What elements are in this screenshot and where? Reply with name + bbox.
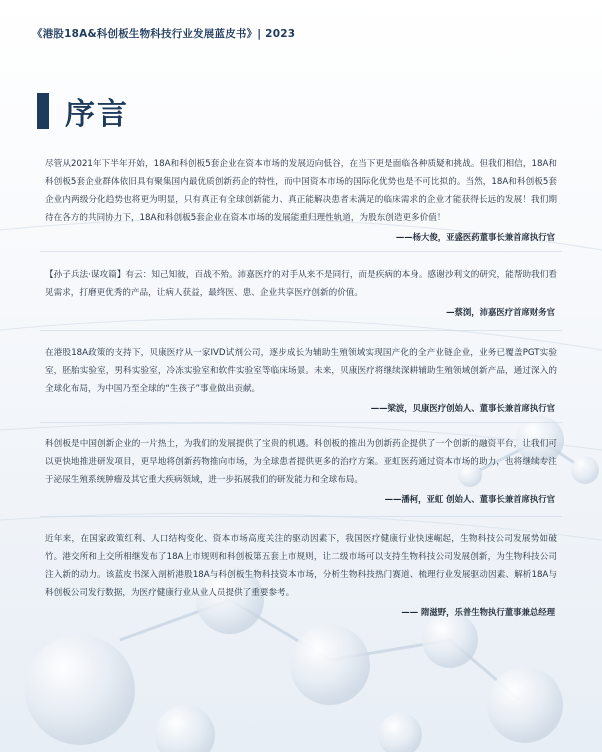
- preface-paragraph: 尽管从2021年下半年开始，18A和科创板5套企业在资本市场的发展迈向低谷，在当下更是面临各种质疑和挑战。但我们相信，18A和科创板5套企业群体依旧具有聚集国内最优质创新药企的特性，而中国资本市场的国际化优势也是不可比拟的。当然，18A和科创板5套企业内两级分化趋势也将更为明显，只有真正有全球创新能力、真正能解决患者未满足的临床需求的企业才能获得长远的发展！我们期待在各方的共同协力下，18A和科创板5套企业在资本市场的发展能重归理性轨道，为股东创造更多价值！: [45, 159, 557, 223]
- section-divider: [40, 516, 562, 517]
- preface-paragraph: 【孙子兵法·谋攻篇】有云：知己知彼，百战不殆。沛嘉医疗的对手从来不是同行，而是疾病的本身。感谢沙利文的研究，能帮助我们看见需求，打磨更优秀的产品，让病人获益，最终医、患、企业共享医疗创新的价值。: [45, 270, 557, 298]
- preface-section-5: [45, 530, 557, 620]
- preface-section-2: [45, 266, 557, 320]
- preface-signature: —— 隋滋野，乐普生物执行董事兼总经理: [401, 607, 555, 617]
- preface-signature: ——杨大俊，亚盛医药董事长兼首席执行官: [395, 232, 555, 242]
- preface-paragraph: 科创板是中国创新企业的一片热土，为我们的发展提供了宝贵的机遇。科创板的推出为创新药企提供了一个创新的融资平台，让我们可以更快地推进研发项目，更早地将创新药物推向市场，为全球患者提供更多的治疗方案。亚虹医药通过资本市场的助力，也将继续专注于泌尿生殖系统肿瘤及其它重大疾病领域，进一步拓展我们的研发能力和全球布局。: [45, 439, 557, 485]
- preface-section-4: [45, 435, 557, 507]
- section-divider: [40, 251, 562, 252]
- page-title: 序言: [65, 97, 129, 132]
- section-divider: [40, 330, 562, 331]
- title-block: [37, 92, 129, 130]
- preface-signature: ——梁波，贝康医疗创始人、董事长兼首席执行官: [370, 403, 555, 413]
- preface-section-3: [45, 344, 557, 416]
- preface-section-1: [45, 155, 557, 245]
- section-divider: [40, 422, 562, 423]
- preface-paragraph: 近年来，在国家政策红利、人口结构变化、资本市场高度关注的驱动因素下，我国医疗健康行业快速崛起，生物科技公司发展势如破竹。港交所和上交所相继发布了18A上市规则和科创板第五套上市规则，让二级市场可以支持生物科技公司发展创新，为生物科技公司注入新的动力。该蓝皮书深入剖析港股18A与科创板生物科技资本市场，分析生物科技热门赛道、梳理行业发展驱动因素、解析18A与科创板公司发行数据，为医疗健康行业从业人员提供了重要参考。: [45, 534, 557, 598]
- preface-signature: ——潘柯，亚虹 创始人、董事长兼首席执行官: [384, 494, 555, 504]
- preface-signature: —蔡浏，沛嘉医疗首席财务官: [446, 307, 555, 317]
- title-accent-bar: [37, 93, 49, 129]
- preface-paragraph: 在港股18A政策的支持下，贝康医疗从一家IVD试剂公司，逐步成长为辅助生殖领域实现国产化的全产业链企业，业务已覆盖PGT实验室，胚胎实验室，男科实验室，冷冻实验室和软件实验室等临床场景。未来，贝康医疗将继续深耕辅助生殖领域创新产品，通过深入的全球化布局，为中国乃至全球的“生孩子”事业做出贡献。: [45, 348, 557, 394]
- report-header: 《港股18A&科创板生物科技行业发展蓝皮书》| 2023: [32, 28, 296, 40]
